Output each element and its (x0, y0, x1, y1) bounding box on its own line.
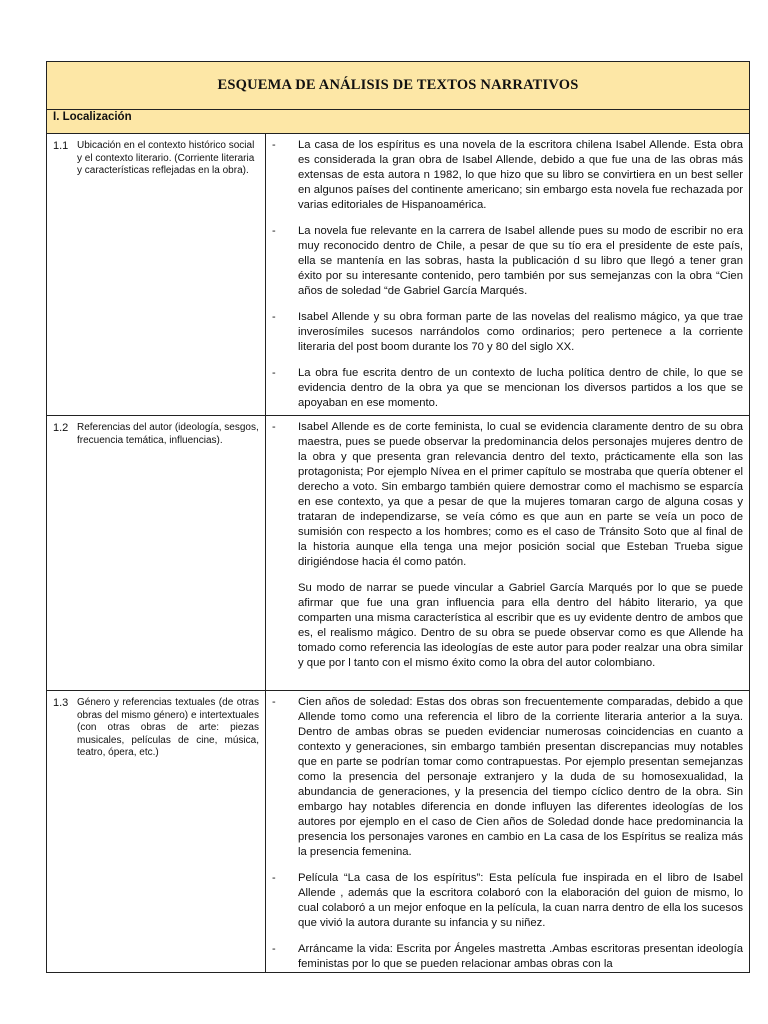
paragraph: Arráncame la vida: Escrita por Ángeles mastretta .Ambas escritoras presentan ideología feministas por lo que se pueden relacionar ambas obras con la (298, 943, 743, 970)
list-item (272, 138, 743, 213)
row-content-cell (266, 416, 749, 690)
section-header (47, 110, 749, 134)
row-number: 1.1 (53, 140, 69, 152)
list-item (272, 695, 743, 860)
list-item (272, 310, 743, 355)
paragraph: Isabel Allende y su obra forman parte de las novelas del realismo mágico, ya que trae inverosímiles sucesos narrándolos como ordinarios; pero pertenece a la corriente literaria del post boom durante los 70 y 80 del siglo XX. (298, 311, 743, 353)
title-row (47, 62, 749, 110)
paragraph: Cien años de soledad: Estas dos obras son frecuentemente comparadas, debido a que Allende tomo como una referencia el libro de la corriente literaria anterior a la suya. Dentro de ambas obras se pueden evidenciar numerosas coincidencias en cuanto a contexto y generaciones, sin embargo también presentan discrepancias muy notables que en parte se podrían tomar como contrapuestas. Por ejemplo presentan semejanzas como la presencia del personaje extranjero y la duda de su homosexualidad, la abundancia de generaciones, y la presencia del tiempo cíclico dentro de la obra. Sin embargo hay notables diferencia en donde influyen las diferentes ideologías de los autores por ejemplo en el caso de Cien años de Soledad donde hace predominancia la presencia los personajes varones en cambio en La casa de los Espíritus se realiza más la presencia femenina. (298, 696, 743, 858)
row-label: Ubicación en el contexto histórico social y el contexto literario. (Corriente literaria y características reflejadas en la obra). (77, 140, 255, 176)
list-item (272, 581, 743, 671)
row-number: 1.3 (53, 697, 69, 709)
paragraph: Su modo de narrar se puede vincular a Gabriel García Marqués por lo que se puede afirmar que fue una gran influencia para ella dentro del hábito literario, ya que comparten una misma característica al escribir que es uy evidente dentro de ambos que es, el realismo mágico. Dentro de su obra se puede observar como es que Allende ha tomado como referencia las ideologías de este autor para poder realzar una obra similar y que por l tanto con el mismo éxito como la obra del autor colombiano. (298, 582, 743, 669)
analysis-table (46, 61, 750, 973)
row-label: Referencias del autor (ideología, sesgos, frecuencia temática, influencias). (77, 422, 259, 446)
bullet: - (272, 421, 276, 433)
bullet: - (272, 696, 276, 708)
row-label-cell (47, 416, 266, 690)
row-label: Género y referencias textuales (de otras obras del mismo género) e intertextuales (con otras obras de arte: piezas musicales, películas de cine, música, teatro, ópera, etc.) (77, 697, 259, 758)
paragraph: Película “La casa de los espíritus”: Esta película fue inspirada en el libro de Isabel Allende , además que la escritora colaboró con la elaboración del guion de mismo, lo cual colaboró a un mejor enfoque en la película, la cuan narra dentro de ella los sucesos que vivió la autora durante su infancia y su niñez. (298, 872, 743, 929)
bullet: - (272, 311, 276, 323)
bullet: - (272, 367, 276, 379)
paragraph: La novela fue relevante en la carrera de Isabel allende pues su modo de escribir no era muy reconocido dentro de Chile, a pesar de que su tío era el presidente de este país, ella se mantenía en las sobras, hasta la publicación d su libro que llegó a tener gran éxito por su interesante contenido, pero también por sus semejanzas con la obra “Cien años de soledad “de Gabriel García Marqués. (298, 225, 743, 297)
list-item (272, 366, 743, 411)
bullet: - (272, 225, 276, 237)
row-content-cell (266, 134, 749, 415)
document-title: ESQUEMA DE ANÁLISIS DE TEXTOS NARRATIVOS (217, 77, 579, 93)
table-row (47, 416, 749, 691)
row-label-cell (47, 691, 266, 973)
table-body (47, 134, 749, 973)
bullet: - (272, 872, 276, 884)
paragraph: Isabel Allende es de corte feminista, lo cual se evidencia claramente dentro de su obra maestra, pues se puede observar la predominancia delos personajes mujeres dentro de la obra y que presenta gran relevancia dentro del texto, prácticamente ella son las protagonista; Por ejemplo Nívea en el primer capítulo se mostraba que quería obtener el derecho a voto. Sin embargo también quiere demostrar como el machismo se esparcía en ese contexto, ya que a pesar de que la mujeres tomaran cargo de alguna cosas y trataran de independizarse, se veía cómo es que aun en parte se veía un poco de sumisión con respecto a los hombres; como es el caso de Tránsito Soto que al final de la historia aunque ella tenga una mejor posición social que Esteban Trueba sigue dirigiéndose hacia él como patón. (298, 421, 743, 568)
list-item (272, 942, 743, 972)
table-row (47, 134, 749, 416)
bullet (272, 581, 298, 671)
bullet: - (272, 943, 276, 955)
row-number: 1.2 (53, 422, 69, 434)
row-content-cell (266, 691, 749, 973)
row-label-cell (47, 134, 266, 415)
table-row (47, 691, 749, 973)
list-item (272, 871, 743, 931)
bullet: - (272, 139, 276, 151)
paragraph: La obra fue escrita dentro de un contexto de lucha política dentro de chile, lo que se evidencia dentro de la obra ya que se mencionan los diversos partidos a los que se apoyaban en ese momento. (298, 367, 743, 409)
paragraph: La casa de los espíritus es una novela de la escritora chilena Isabel Allende. Esta obra es considerada la gran obra de Isabel Allende, debido a que fue una de las obras más extensas de esta autora n 1982, lo que hizo que su libro se convirtiera en un best seller en algunos países del continente americano; sin embargo esta novela fue rechazada por varias editoriales de Hispanoamérica. (298, 139, 743, 211)
section-label: I. Localización (53, 111, 132, 123)
list-item (272, 224, 743, 299)
list-item (272, 420, 743, 570)
